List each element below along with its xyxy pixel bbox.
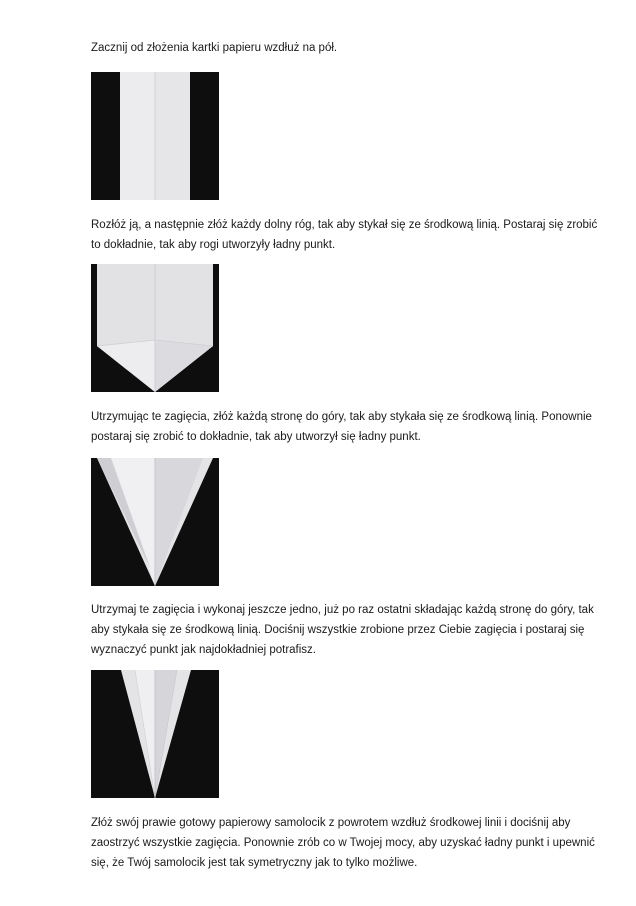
step-1-text: Zacznij od złożenia kartki papieru wzdłuż na pół. [91,42,338,54]
step-3-photo [91,458,219,586]
step-4-photo [91,670,219,798]
step-4-text: Utrzymaj te zagięcia i wykonaj jeszcze jedno, już po raz ostatni składając każdą stronę do góry, tak aby stykała się ze środkową linią. Dociśnij wszystkie zrobione przez Ciebie zagięcia i postaraj się wyznaczyć punkt jak najdokładniej potrafisz. [91,604,594,656]
folded-paper-half-image [91,72,219,200]
sides-folded-image [91,458,219,586]
final-folds-image [91,670,219,798]
step-2-photo [91,264,219,392]
corners-folded-image [91,264,219,392]
step-5-text: Złóż swój prawie gotowy papierowy samolocik z powrotem wzdłuż środkowej linii i dociśnij aby zaostrzyć wszystkie zagięcia. Ponownie zrób co w Twojej mocy, aby uzyskać ładny punkt i upewnić się, że Twój samolocik jest tak symetryczny jak to tylko możliwe. [91,817,595,869]
step-3-text: Utrzymując te zagięcia, złóż każdą stronę do góry, tak aby stykała się ze środkową linią. Ponownie postaraj się zrobić to dokładnie, tak aby utworzył się ładny punkt. [91,411,592,443]
step-1-photo [91,72,219,200]
step-2-text: Rozłóż ją, a następnie złóż każdy dolny róg, tak aby stykał się ze środkową linią. Postaraj się zrobić to dokładnie, tak aby rogi utworzyły ładny punkt. [91,219,598,251]
